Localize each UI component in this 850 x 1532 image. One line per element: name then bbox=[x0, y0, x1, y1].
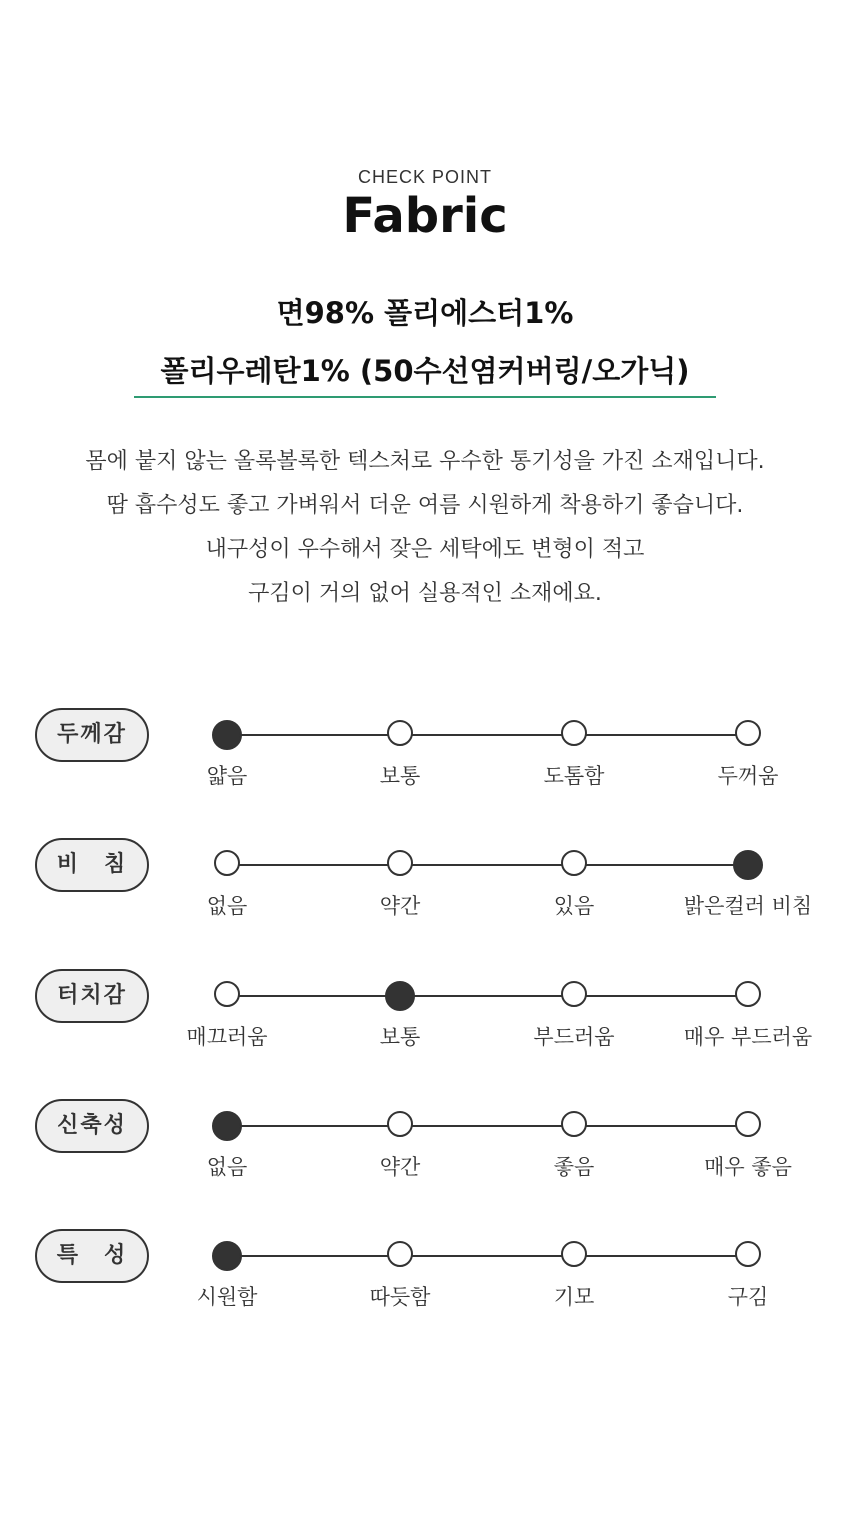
scale-option-dot-selected bbox=[733, 850, 763, 880]
description-line: 내구성이 우수해서 잦은 세탁에도 변형이 적고 bbox=[205, 537, 645, 562]
scale-option-label: 보통 bbox=[379, 764, 421, 788]
scale-touch bbox=[0, 969, 850, 1069]
scale-option-label: 보통 bbox=[379, 1025, 421, 1049]
scale-option-dot-selected bbox=[212, 1111, 242, 1141]
scale-option-dot bbox=[387, 850, 413, 876]
scale-option-dot bbox=[214, 850, 240, 876]
scale-feature bbox=[0, 1229, 850, 1329]
scale-option-label: 약간 bbox=[379, 1155, 421, 1179]
description-line: 땀 흡수성도 좋고 가벼워서 더운 여름 시원하게 착용하기 좋습니다. bbox=[106, 493, 744, 518]
composition-line-1: 면98% 폴리에스터1% bbox=[276, 296, 574, 330]
scale-label: 비 침 bbox=[35, 838, 149, 892]
scale-track bbox=[227, 864, 749, 866]
description-line: 구김이 거의 없어 실용적인 소재에요. bbox=[248, 581, 602, 606]
scale-thickness bbox=[0, 708, 850, 808]
scale-option-label: 구김 bbox=[727, 1285, 769, 1309]
scale-option-label: 부드러움 bbox=[533, 1025, 615, 1049]
scale-track bbox=[227, 734, 749, 736]
section-title: Fabric bbox=[342, 188, 508, 244]
scale-sheerness bbox=[0, 838, 850, 938]
scale-option-label: 매우 좋음 bbox=[704, 1155, 792, 1179]
scale-label: 두께감 bbox=[35, 708, 149, 762]
scale-option-label: 얇음 bbox=[206, 764, 248, 788]
scale-option-label: 매우 부드러움 bbox=[683, 1025, 813, 1049]
scale-option-label: 두꺼움 bbox=[717, 764, 779, 788]
scale-option-label: 기모 bbox=[553, 1285, 595, 1309]
scale-option-dot bbox=[735, 1241, 761, 1267]
scale-option-dot bbox=[214, 981, 240, 1007]
scale-option-label: 도톰함 bbox=[543, 764, 605, 788]
description-line: 몸에 붙지 않는 올록볼록한 텍스처로 우수한 통기성을 가진 소재입니다. bbox=[85, 449, 765, 474]
scale-option-dot bbox=[735, 720, 761, 746]
scale-option-dot bbox=[735, 1111, 761, 1137]
scale-option-dot-selected bbox=[212, 720, 242, 750]
scale-option-dot bbox=[387, 720, 413, 746]
scale-option-dot bbox=[387, 1111, 413, 1137]
check-point-eyebrow: CHECK POINT bbox=[357, 167, 492, 187]
scale-track bbox=[227, 1255, 749, 1257]
scale-label: 터치감 bbox=[35, 969, 149, 1023]
scale-option-label: 따듯함 bbox=[369, 1285, 431, 1309]
scale-option-label: 시원함 bbox=[196, 1285, 258, 1309]
scale-track bbox=[227, 1125, 749, 1127]
scale-option-label: 좋음 bbox=[553, 1155, 595, 1179]
scale-option-label: 없음 bbox=[206, 1155, 248, 1179]
scale-stretch bbox=[0, 1099, 850, 1199]
scale-option-label: 있음 bbox=[553, 894, 595, 918]
scale-option-dot bbox=[561, 1241, 587, 1267]
scale-option-dot-selected bbox=[212, 1241, 242, 1271]
scale-option-label: 약간 bbox=[379, 894, 421, 918]
scale-option-dot-selected bbox=[385, 981, 415, 1011]
scale-label: 특 성 bbox=[35, 1229, 149, 1283]
scale-label: 신축성 bbox=[35, 1099, 149, 1153]
scale-option-dot bbox=[735, 981, 761, 1007]
scale-option-label: 밝은컬러 비침 bbox=[683, 894, 813, 918]
scale-option-dot bbox=[561, 981, 587, 1007]
scale-track bbox=[227, 995, 749, 997]
scale-option-dot bbox=[561, 850, 587, 876]
scale-option-dot bbox=[561, 720, 587, 746]
scale-option-dot bbox=[387, 1241, 413, 1267]
scale-option-label: 없음 bbox=[206, 894, 248, 918]
scale-option-dot bbox=[561, 1111, 587, 1137]
scale-option-label: 매끄러움 bbox=[186, 1025, 268, 1049]
composition-line-2: 폴리우레탄1% (50수선염커버링/오가닉) bbox=[160, 354, 690, 388]
